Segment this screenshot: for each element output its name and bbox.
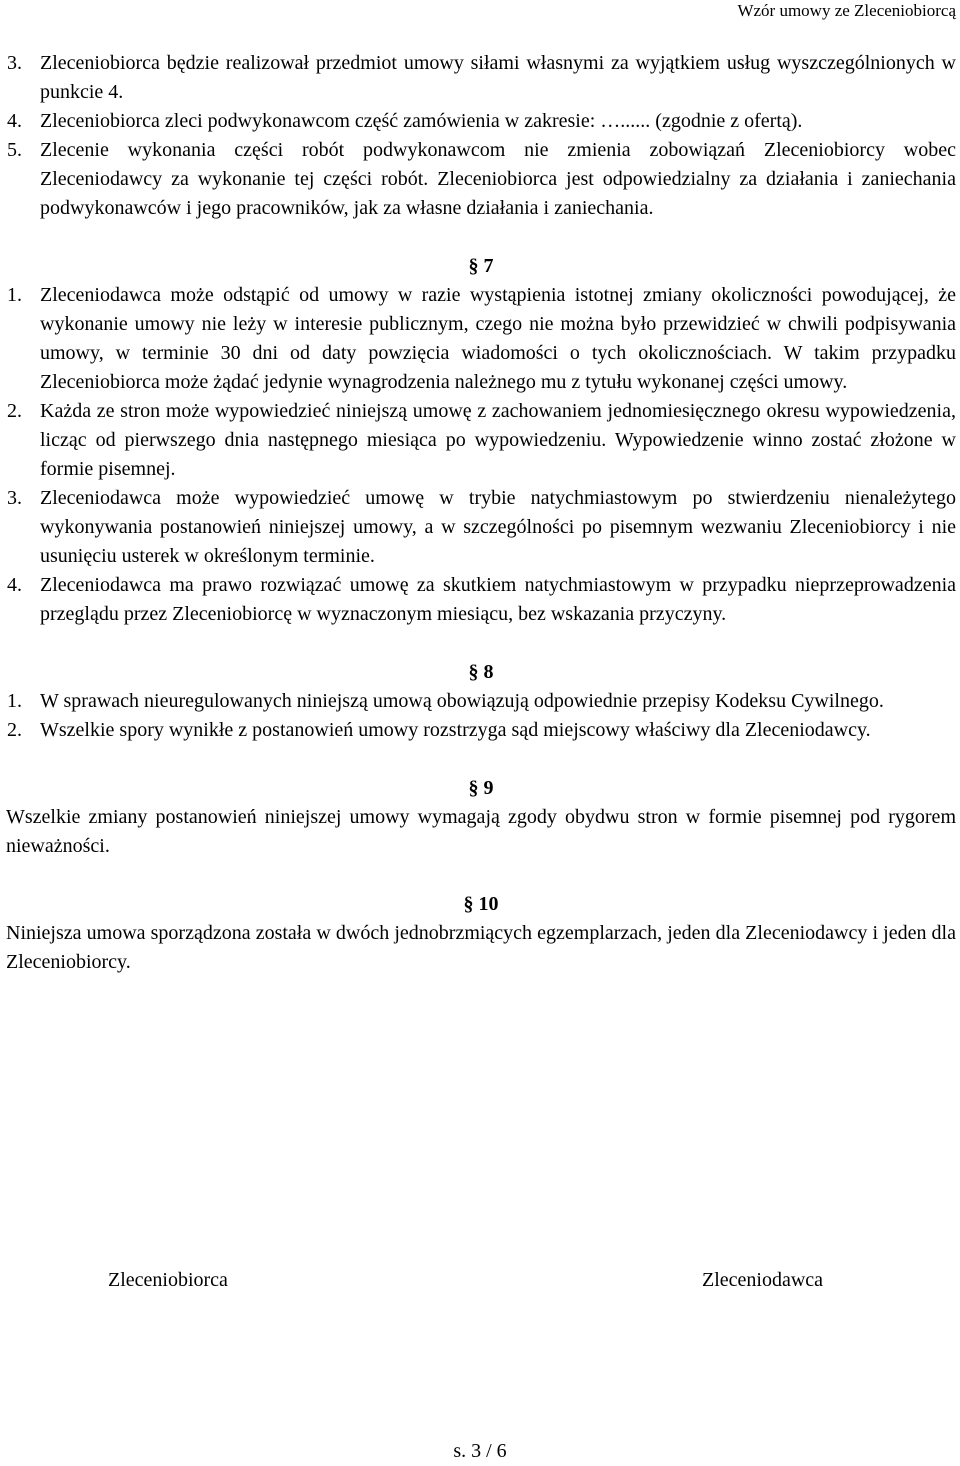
item-number: 1. (7, 690, 22, 712)
item-number: 2. (7, 400, 22, 422)
section-number: 8 (483, 661, 494, 683)
document-body (6, 49, 956, 977)
item-number: 5. (7, 139, 22, 161)
item-number: 3. (7, 52, 22, 74)
item-number: 1. (7, 284, 22, 306)
list-item (6, 484, 956, 571)
section-number: 7 (483, 255, 494, 277)
section-sign: § (468, 255, 479, 277)
item-text: Zlecenie wykonania części robót podwykonawcom nie zmienia zobowiązań Zleceniobiorcy wobec Zleceniodawcy za wykonanie tej części robót. Zleceniobiorca jest odpowiedzialny za działania i zaniechania podwykonawców i jego pracowników, jak za własne działania i zaniechania. (40, 139, 956, 219)
list-item (6, 49, 956, 107)
list-item (6, 136, 956, 223)
signature-left: Zleceniobiorca (108, 1269, 228, 1291)
section-sign: § (463, 893, 474, 915)
list-item (6, 716, 956, 745)
section-heading-9 (6, 774, 956, 803)
item-text: Zleceniobiorca będzie realizował przedmiot umowy siłami własnymi za wyjątkiem usług wyszczególnionych w punkcie 4. (40, 52, 956, 103)
list-item (6, 107, 956, 136)
section-heading-10 (6, 890, 956, 919)
item-text: Zleceniobiorca zleci podwykonawcom część zamówienia w zakresie: …...... (zgodnie z ofertą). (40, 110, 803, 132)
item-text: Zleceniodawca może odstąpić od umowy w razie wystąpienia istotnej zmiany okoliczności powodującej, że wykonanie umowy nie leży w interesie publicznym, czego nie można było przewidzieć w chwili podpisywania umowy, w terminie 30 dni od daty powzięcia wiadomości o tych okolicznościach. W takim przypadku Zleceniobiorca może żądać jedynie wynagrodzenia należnego mu z tytułu wykonanej części umowy. (40, 284, 956, 393)
item-text: Zleceniodawca może wypowiedzieć umowę w trybie natychmiastowym po stwierdzeniu nienależytego wykonywania postanowień niniejszej umowy, a w szczególności po pisemnym wezwaniu Zleceniobiorcy i nie usunięciu usterek w określonym terminie. (40, 487, 956, 567)
item-number: 4. (7, 574, 22, 596)
section-sign: § (468, 777, 479, 799)
item-text: Wszelkie spory wynikłe z postanowień umowy rozstrzyga sąd miejscowy właściwy dla Zleceniodawcy. (40, 719, 871, 741)
item-text: Zleceniodawca ma prawo rozwiązać umowę za skutkiem natychmiastowym w przypadku nieprzeprowadzenia przeglądu przez Zleceniobiorcę w wyznaczonym miesiącu, bez wskazania przyczyny. (40, 574, 956, 625)
item-number: 2. (7, 719, 22, 741)
list-item (6, 397, 956, 484)
signature-block (0, 1266, 960, 1296)
section-number: 9 (483, 777, 494, 799)
item-text: W sprawach nieuregulowanych niniejszą umową obowiązują odpowiednie przepisy Kodeksu Cywilnego. (40, 690, 884, 712)
section-heading-7 (6, 252, 956, 281)
list-item (6, 687, 956, 716)
section-sign: § (468, 661, 479, 683)
item-number: 3. (7, 487, 22, 509)
list-item (6, 281, 956, 397)
item-text: Każda ze stron może wypowiedzieć niniejszą umowę z zachowaniem jednomiesięcznego okresu wypowiedzenia, licząc od pierwszego dnia następnego miesiąca po wypowiedzeniu. Wypowiedzenie winno zostać złożone w formie pisemnej. (40, 400, 956, 480)
list-item (6, 571, 956, 629)
section-heading-8 (6, 658, 956, 687)
section-9-text: Wszelkie zmiany postanowień niniejszej umowy wymagają zgody obydwu stron w formie pisemnej pod rygorem nieważności. (6, 806, 956, 857)
page-number: s. 3 / 6 (453, 1440, 507, 1462)
section-10-text: Niniejsza umowa sporządzona została w dwóch jednobrzmiących egzemplarzach, jeden dla Zleceniodawcy i jeden dla Zleceniobiorcy. (6, 922, 956, 973)
document-header: Wzór umowy ze Zleceniobiorcą (737, 1, 956, 20)
section-number: 10 (478, 893, 499, 915)
item-number: 4. (7, 110, 22, 132)
signature-right: Zleceniodawca (702, 1269, 824, 1291)
